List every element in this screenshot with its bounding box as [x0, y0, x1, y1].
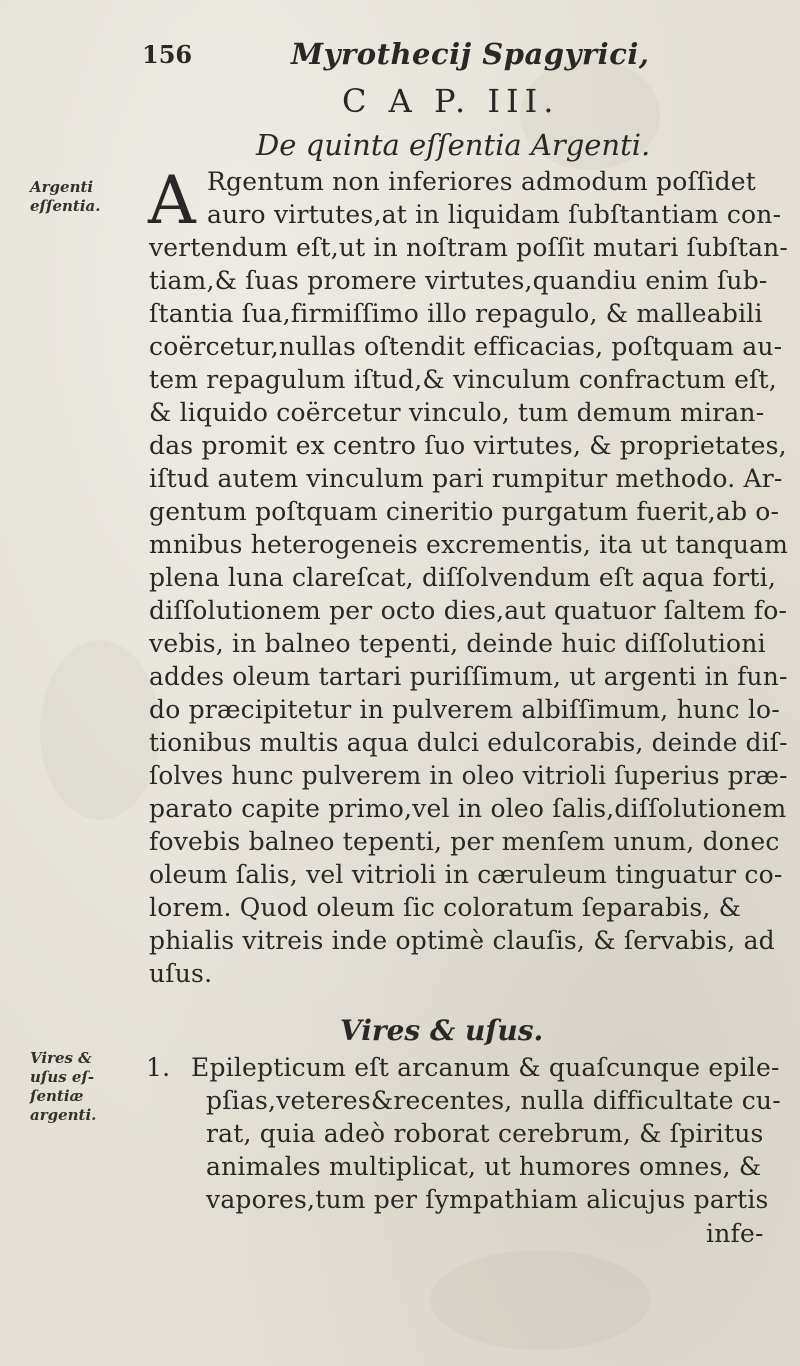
text-line: pſias,veteres&recentes, nulla difficultate cu- [206, 1086, 781, 1115]
margin-note-line: Vires & [30, 1049, 92, 1067]
margin-note-line: uſus eſ- [30, 1068, 95, 1086]
text-line: phialis vitreis inde optimè clauſis, & ſervabis, ad [149, 926, 775, 955]
item-number: 1. [146, 1053, 171, 1082]
margin-note-line: eſſentia. [30, 197, 101, 215]
subsection-heading: Vires & uſus. [340, 1014, 544, 1047]
text-line: do præcipitetur in pulverem albiſſimum, hunc lo- [149, 695, 780, 724]
text-line: iſtud autem vinculum pari rumpitur methodo. Ar- [149, 464, 783, 493]
margin-note-line: ſentiæ [30, 1087, 84, 1105]
text-line: parato capite primo,vel in oleo ſalis,diſſolutionem [149, 794, 787, 823]
text-line: uſus. [149, 959, 213, 988]
text-line: rat, quia adeò roborat cerebrum, & ſpiritus [206, 1119, 764, 1148]
text-line: mnibus heterogeneis excrementis, ita ut tanquam [149, 530, 789, 559]
margin-note-argenti-essentia [30, 178, 100, 216]
text-line: gentum poſtquam cineritio purgatum fuerit,ab o- [149, 497, 780, 526]
chapter-heading: C A P. III. [342, 82, 560, 120]
text-line: tem repagulum iſtud,& vinculum confractum eſt, [149, 365, 777, 394]
text-line: tiam,& ſuas promere virtutes,quandiu enim ſub- [149, 266, 768, 295]
paper-stain [430, 1250, 650, 1350]
text-line: ſolves hunc pulverem in oleo vitrioli ſuperius præ- [149, 761, 788, 790]
page-number: 156 [142, 40, 193, 69]
text-line: & liquido coërcetur vinculo, tum demum miran- [149, 398, 765, 427]
text-line: diſſolutionem per octo dies,aut quatuor ſaltem fo- [149, 596, 788, 625]
section-title: De quinta eſſentia Argenti. [256, 128, 651, 162]
margin-note-line: Argenti [30, 178, 94, 196]
text-line: addes oleum tartari puriſſimum, ut argenti in fun- [149, 662, 788, 691]
text-line: fovebis balneo tepenti, per menſem unum, donec [149, 827, 780, 856]
text-line: ſtantia ſua,firmiſſimo illo repagulo, & malleabili [149, 299, 763, 328]
text-line: animales multiplicat, ut humores omnes, & [206, 1152, 762, 1181]
text-line: vebis, in balneo tepenti, deinde huic diſſolutioni [149, 629, 766, 658]
drop-cap: A [148, 162, 196, 239]
text-line: Rgentum non inferiores admodum poſſidet [207, 167, 757, 196]
text-line: vapores,tum per ſympathiam alicujus partis [206, 1185, 769, 1214]
catchword: infe- [706, 1219, 764, 1248]
text-line: lorem. Quod oleum ſic coloratum ſeparabis, & [149, 893, 742, 922]
text-line: tionibus multis aqua dulci edulcorabis, deinde diſ- [149, 728, 788, 757]
text-line: oleum ſalis, vel vitrioli in cæruleum tinguatur co- [149, 860, 783, 889]
text-line: das promit ex centro ſuo virtutes, & proprietates, [149, 431, 787, 460]
text-line: plena luna clareſcat, diſſolvendum eſt aqua forti, [149, 563, 777, 592]
text-line: auro virtutes,at in liquidam ſubſtantiam con- [207, 200, 782, 229]
margin-note-line: argenti. [30, 1106, 97, 1124]
text-line: Epilepticum eſt arcanum & quaſcunque epile- [191, 1053, 780, 1082]
text-line: coërcetur,nullas oſtendit efficacias, poſtquam au- [149, 332, 783, 361]
paper-stain [40, 640, 160, 820]
margin-note-vires-usus [30, 1049, 96, 1125]
running-head: Myrothecij Spagyrici, [291, 37, 650, 71]
text-line: vertendum eſt,ut in noſtram poſſit mutari ſubſtan- [149, 233, 789, 262]
